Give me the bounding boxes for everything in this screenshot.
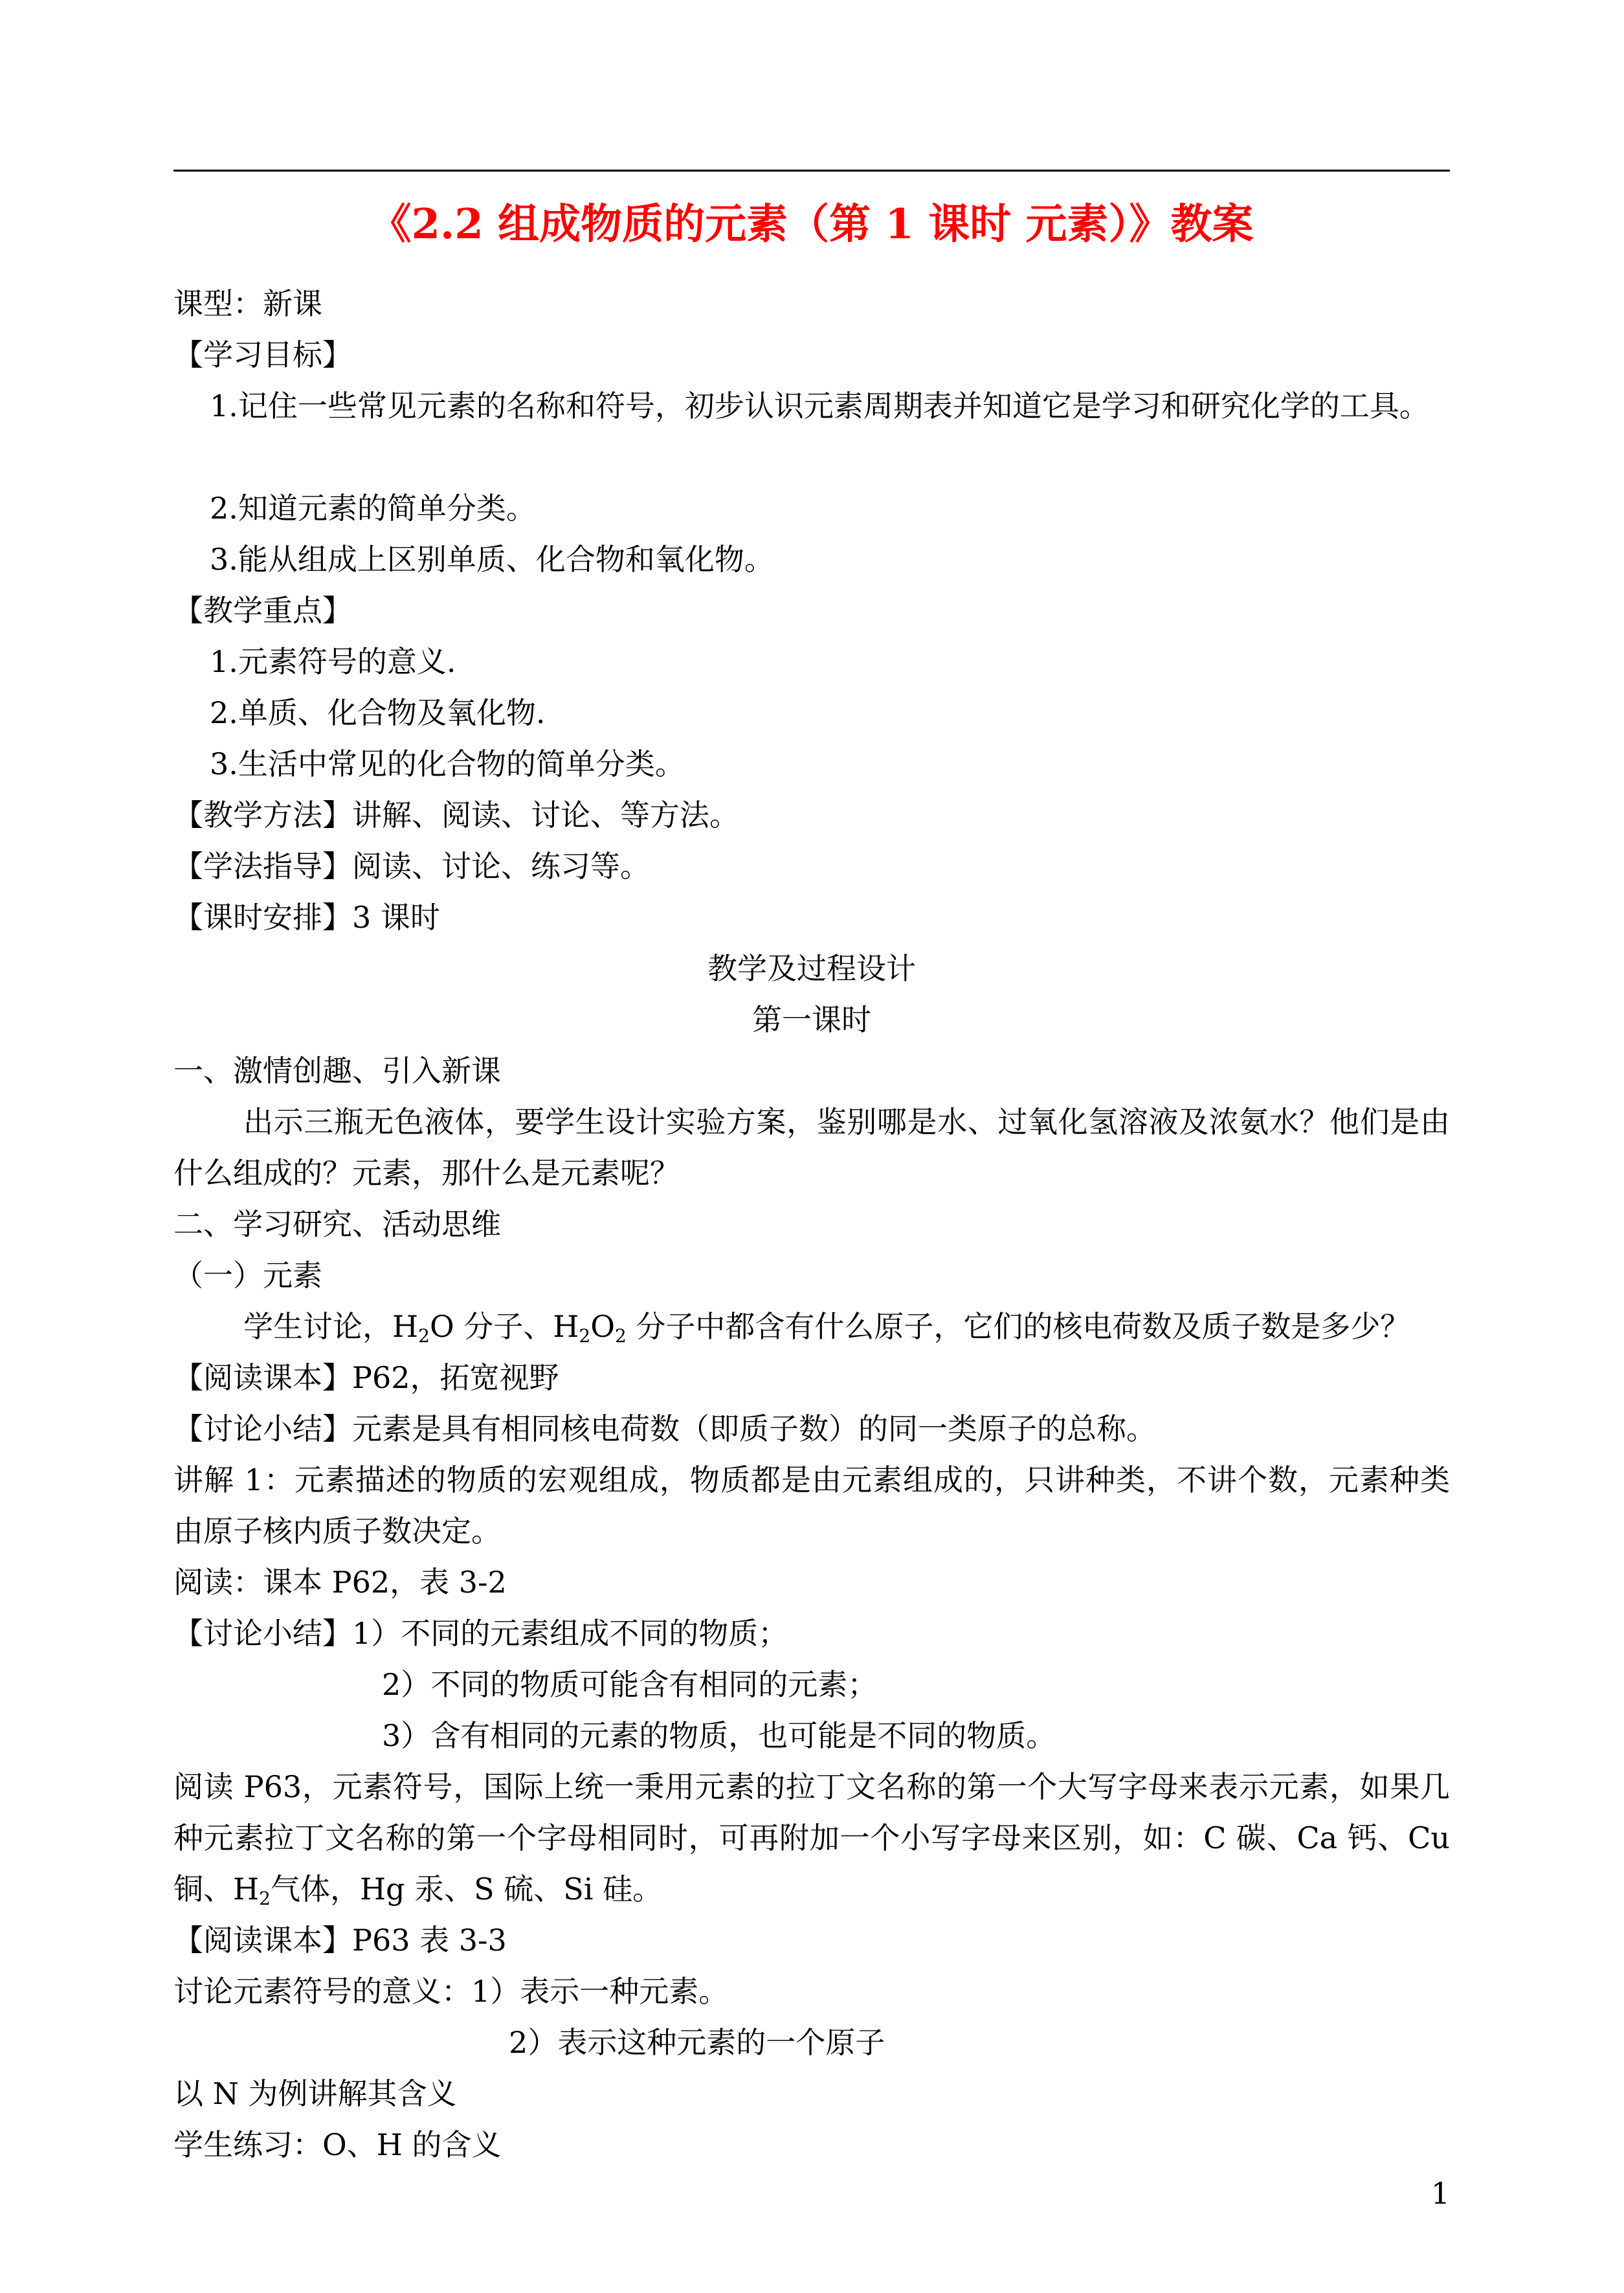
keypoint-item-1: 1.元素符号的意义.: [210, 644, 456, 679]
lesson-type: 课型：新课: [173, 286, 322, 321]
student-practice: 学生练习：O、H 的含义: [173, 2127, 502, 2162]
part-two-heading: 二、学习研究、活动思维: [173, 1207, 501, 1242]
reading-table-3-2: 阅读：课本 P62，表 3-2: [173, 1565, 507, 1600]
element-symbol-paragraph: 阅读 P63，元素符号，国际上统一秉用元素的拉丁文名称的第一个大写字母来表示元素，如果几种元素拉丁文名称的第一个字母相同时，可再附加一个小写字母来区别，如：C 碳、Ca 钙、Cu 铜、$H_2$气体，Hg 汞、S 硫、Si 硅。: [173, 1769, 1450, 1909]
goal-item-3: 3.能从组成上区别单质、化合物和氧化物。: [210, 542, 774, 577]
page-number: 1: [1430, 2176, 1450, 2211]
summary-point-2: 2）不同的物质可能含有相同的元素；: [382, 1667, 878, 1702]
section-heading-goals: 【学习目标】: [173, 337, 352, 372]
document-body: [173, 278, 1450, 2171]
goal-item-2: 2.知道元素的简单分类。: [210, 491, 536, 526]
header-rule: [173, 170, 1450, 172]
subsection-element-heading: （一）元素: [173, 1258, 322, 1293]
goal-item-1: 1.记住一些常见元素的名称和符号，初步认识元素周期表并知道它是学习和研究化学的工具。: [210, 388, 1429, 423]
keypoint-item-3: 3.生活中常见的化合物的简单分类。: [210, 746, 685, 781]
explanation-1: 讲解 1：元素描述的物质的宏观组成，物质都是由元素组成的，只讲种类，不讲个数，元素种类由原子核内质子数决定。: [173, 1462, 1450, 1549]
symbol-meaning-1: 讨论元素符号的意义：1）表示一种元素。: [173, 1974, 729, 2009]
example-n: 以 N 为例讲解其含义: [173, 2076, 457, 2111]
discussion-summary-2: 【讨论小结】1）不同的元素组成不同的物质；: [173, 1616, 788, 1651]
keypoint-item-2: 2.单质、化合物及氧化物.: [210, 695, 546, 730]
part-one-heading: 一、激情创趣、引入新课: [173, 1053, 501, 1088]
reading-textbook-1: 【阅读课本】P62，拓宽视野: [173, 1360, 559, 1395]
section-heading-keypoints: 【教学重点】: [173, 593, 352, 628]
reading-textbook-2: 【阅读课本】P63 表 3-3: [173, 1923, 507, 1958]
summary-point-3: 3）含有相同的元素的物质，也可能是不同的物质。: [382, 1718, 1056, 1753]
discussion-question: 学生讨论，$H_2O$ 分子、$H_2O_2$ 分子中都含有什么原子，它们的核电荷数及质子数是多少？: [243, 1309, 1410, 1347]
intro-paragraph: 出示三瓶无色液体，要学生设计实验方案，鉴别哪是水、过氧化氢溶液及浓氨水？他们是由什么组成的？元素，那什么是元素呢？: [173, 1104, 1450, 1191]
discussion-summary-1: 【讨论小结】元素是具有相同核电荷数（即质子数）的同一类原子的总称。: [173, 1411, 1156, 1446]
teaching-methods: 【教学方法】讲解、阅读、讨论、等方法。: [173, 798, 739, 833]
document-title: 《2.2 组成物质的元素（第 1 课时 元素）》教案: [370, 200, 1254, 249]
process-design-heading: 教学及过程设计: [707, 951, 916, 986]
study-guidance: 【学法指导】阅读、讨论、练习等。: [173, 849, 650, 884]
first-lesson-heading: 第一课时: [752, 1002, 871, 1037]
class-schedule: 【课时安排】3 课时: [173, 900, 440, 935]
symbol-meaning-2: 2）表示这种元素的一个原子: [509, 2025, 885, 2060]
